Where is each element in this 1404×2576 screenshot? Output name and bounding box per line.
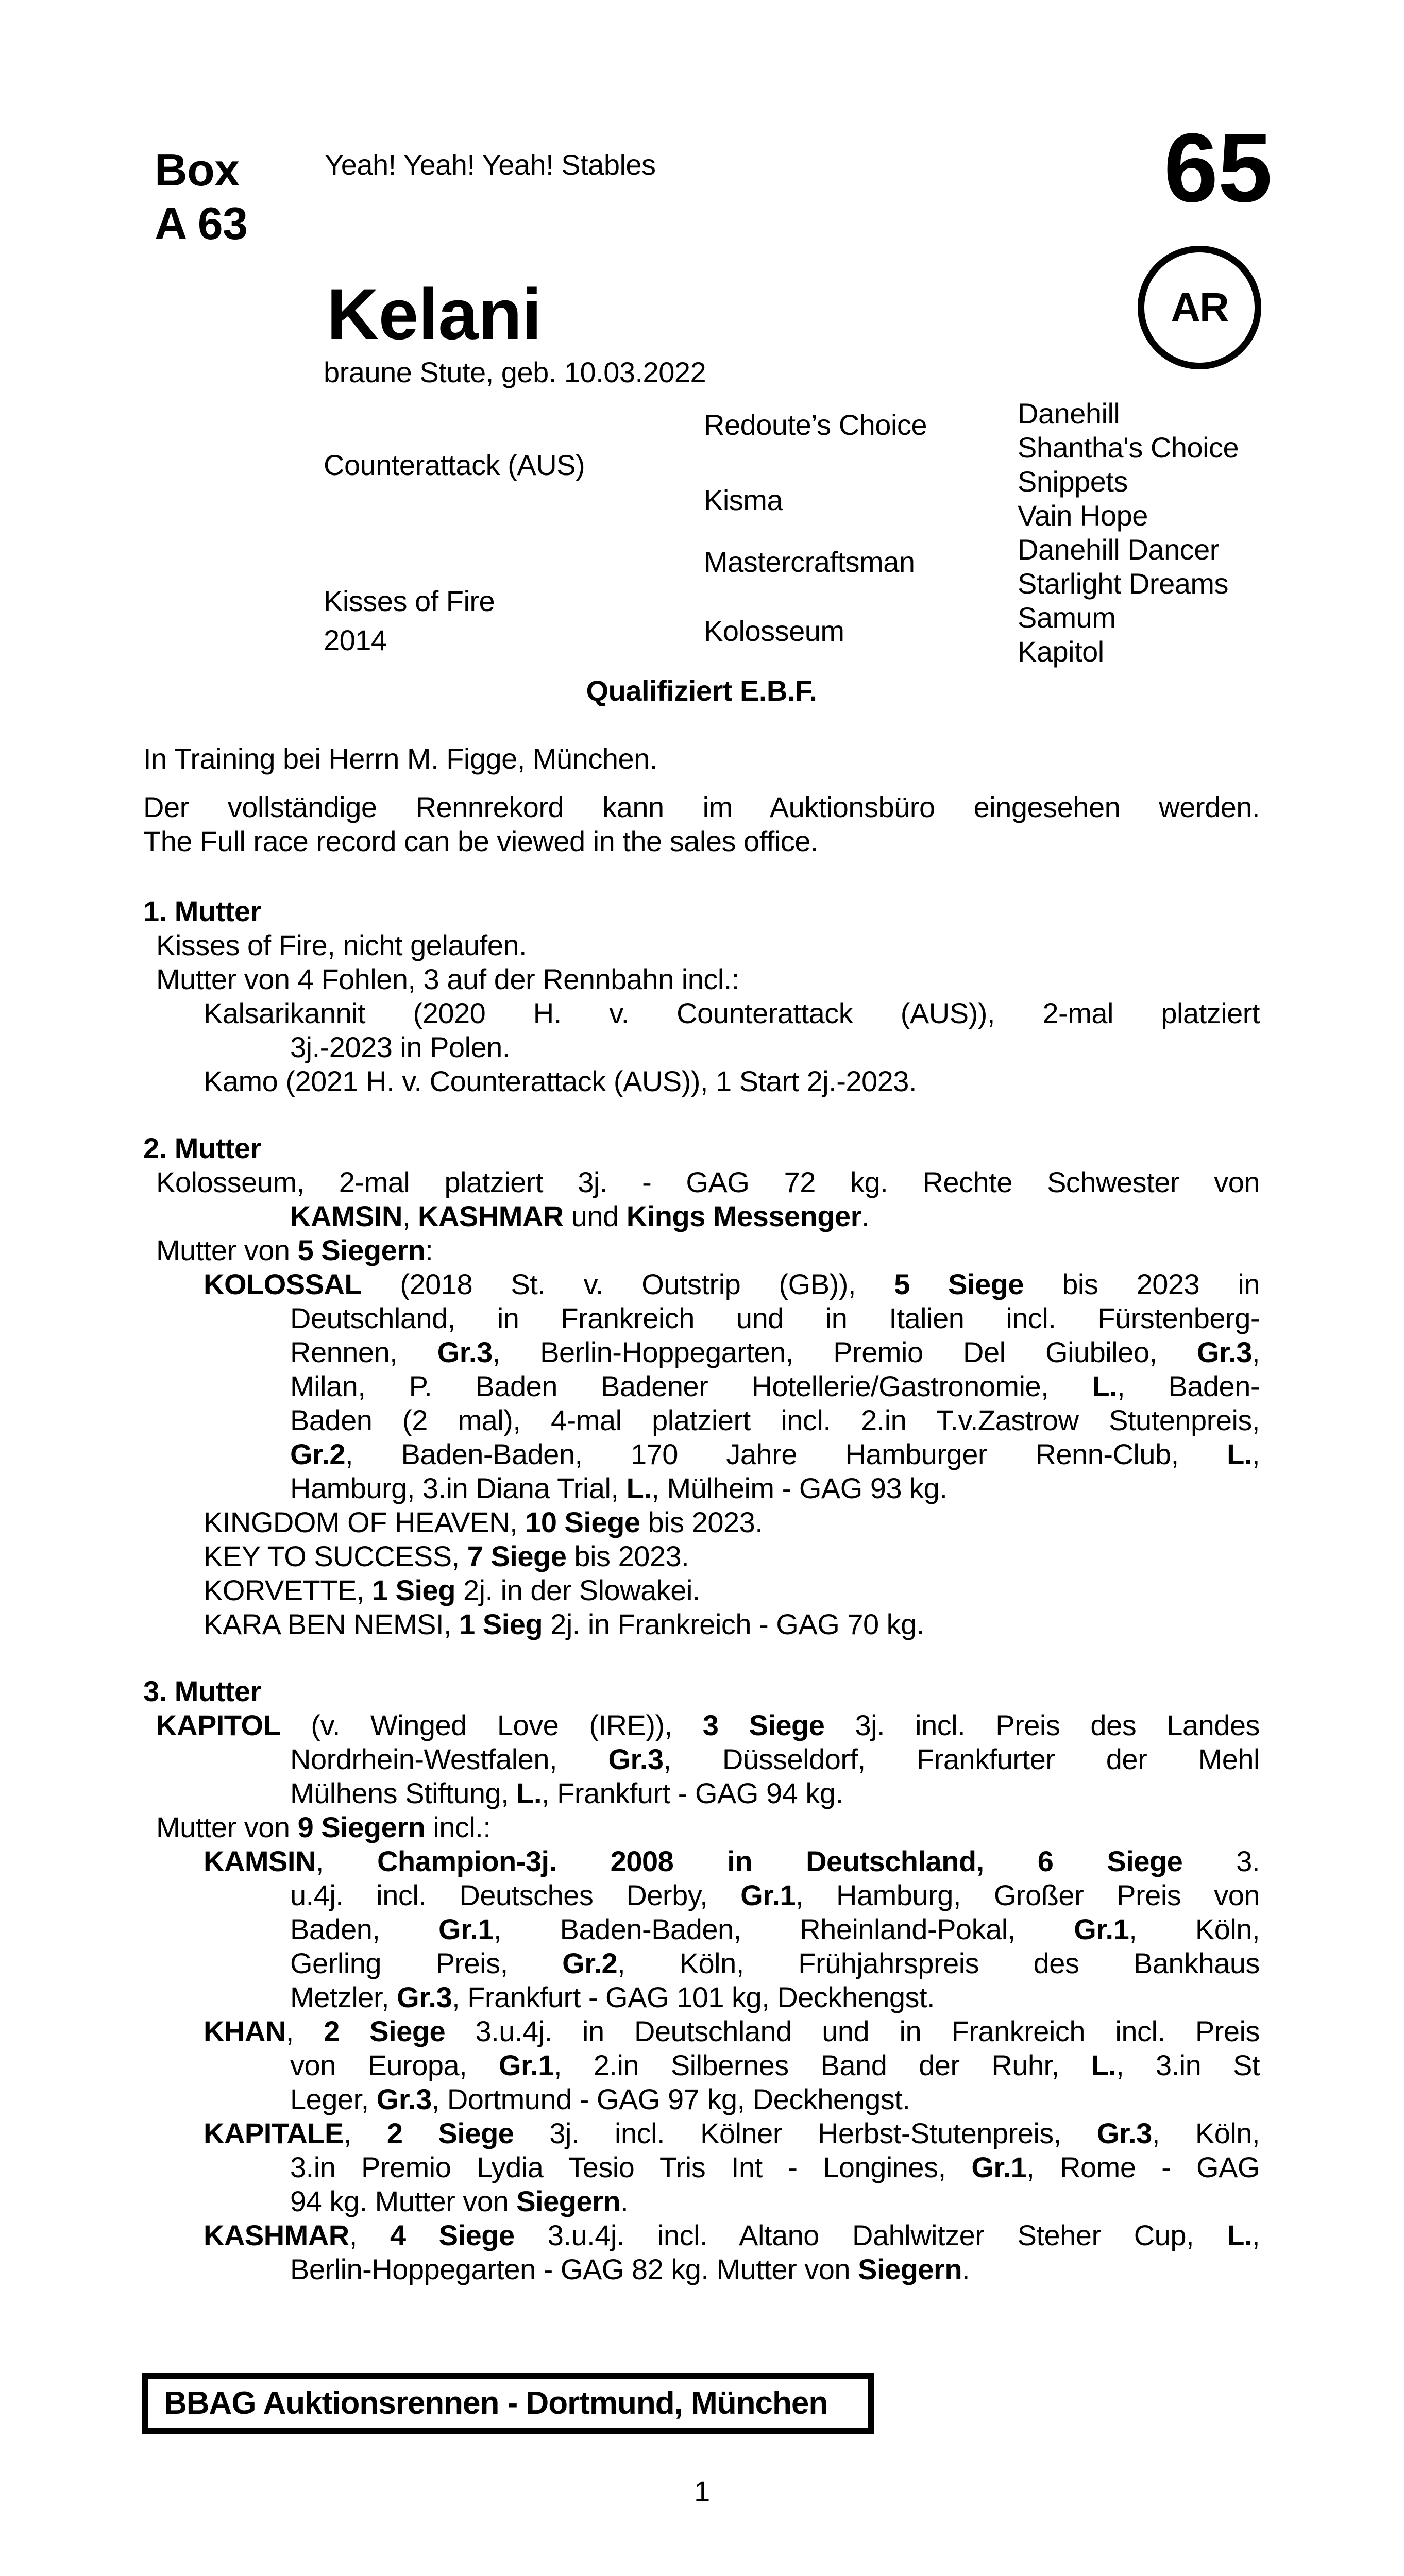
gen3-ancestor: Starlight Dreams (1018, 567, 1229, 600)
text: KARA BEN NEMSI, (204, 1608, 460, 1640)
training-note: In Training bei Herrn M. Figge, München. (143, 742, 657, 775)
text-line (143, 928, 1260, 962)
text-line (143, 1810, 1260, 1844)
text: , (315, 1845, 377, 1877)
text: , Köln, (1152, 2117, 1260, 2149)
text: 3j. incl. Preis des Landes (824, 1709, 1260, 1741)
brand-circle (1138, 246, 1261, 369)
bold-text: KAPITALE (204, 2117, 344, 2149)
bold-text: Gr.1 (1074, 1913, 1129, 1945)
text: bis 2023. (640, 1506, 763, 1538)
text: , Düsseldorf, Frankfurter der Mehl (663, 1743, 1260, 1775)
dam-sire-name: Mastercraftsman (704, 546, 915, 578)
text: , Frankfurt - GAG 94 kg. (542, 1777, 843, 1809)
bold-text: L. (626, 1472, 652, 1504)
text-line (143, 2184, 1260, 2218)
text-line (143, 2218, 1260, 2252)
text-line (143, 1607, 1260, 1641)
text-line (143, 1844, 1260, 1878)
bold-text: KOLOSSAL (204, 1268, 362, 1300)
text: , Frankfurt - GAG 101 kg, Deckhengst. (452, 1981, 935, 2013)
text-line (143, 1912, 1260, 1946)
text-line (143, 1980, 1260, 2014)
text: , Baden-Baden, Rheinland-Pokal, (494, 1913, 1074, 1945)
text-line (143, 1403, 1260, 1437)
box-label: Box (155, 144, 240, 195)
bold-text: L. (1092, 1370, 1118, 1402)
qualification-note: Qualifiziert E.B.F. (586, 674, 817, 707)
bold-text: 2 Siege (324, 2015, 446, 2047)
text-line (143, 2048, 1260, 2082)
section-heading-2nd-dam: 2. Mutter (143, 1132, 261, 1164)
text: , (1251, 2219, 1260, 2251)
bold-text: Kings Messenger (626, 1200, 861, 1232)
text-line (143, 1064, 1260, 1098)
text-line (143, 1030, 1260, 1064)
text: 3.u.4j. in Deutschland und in Frankreich incl. Preis (445, 2015, 1260, 2047)
brand-mark: AR (1171, 284, 1228, 330)
bold-text: Gr.3 (1096, 2117, 1152, 2149)
consignor-name: Yeah! Yeah! Yeah! Stables (325, 148, 656, 181)
bold-text: 2 Siege (386, 2117, 514, 2149)
text: 94 kg. Mutter von (290, 2185, 517, 2217)
text: Kolosseum, 2-mal platziert 3j. - GAG 72 kg. Rechte Schwester von (156, 1166, 1260, 1198)
bold-text: Champion-3j. 2008 in Deutschland, 6 Siege (377, 1845, 1183, 1877)
text: Leger, (290, 2083, 377, 2115)
page-number: 1 (694, 2475, 710, 2507)
text-line (143, 1301, 1260, 1335)
bold-text: 3 Siege (702, 1709, 825, 1741)
text-line (143, 996, 1260, 1030)
text: Baden (2 mal), 4-mal platziert incl. 2.in T.v.Zastrow Stutenpreis, (290, 1404, 1260, 1436)
bold-text: KASHMAR (204, 2219, 349, 2251)
text: Kisses of Fire, nicht gelaufen. (156, 929, 527, 961)
gen3-ancestor: Danehill Dancer (1018, 533, 1219, 566)
gen3-ancestor: Danehill (1018, 397, 1120, 430)
horse-description: braune Stute, geb. 10.03.2022 (324, 356, 706, 388)
text: Mutter von (156, 1811, 298, 1843)
text: KEY TO SUCCESS, (204, 1540, 467, 1572)
sire-sire-name: Redoute’s Choice (704, 409, 927, 441)
gen3-ancestor: Vain Hope (1018, 499, 1148, 532)
text: . (962, 2253, 970, 2285)
text: . (861, 1200, 870, 1232)
gen3-ancestor: Snippets (1018, 465, 1128, 498)
text-line (143, 1471, 1260, 1505)
bold-text: Gr.1 (971, 2151, 1027, 2183)
gen3-ancestor: Kapitol (1018, 635, 1104, 668)
text: , (285, 2015, 324, 2047)
text: , Hamburg, Großer Preis von (796, 1879, 1260, 1911)
bold-text: 9 Siegern (297, 1811, 426, 1843)
race-record-note-en: The Full race record can be viewed in the sales office. (143, 825, 818, 857)
text-line (143, 1742, 1260, 1776)
dam-dam-name: Kolosseum (704, 615, 844, 647)
bold-text: KHAN (204, 2015, 286, 2047)
text: 3. (1182, 1845, 1260, 1877)
bold-text: 7 Siege (467, 1540, 567, 1572)
text: (2018 St. v. Outstrip (GB)), (362, 1268, 894, 1300)
race-record-note-de: Der vollständige Rennrekord kann im Auktionsbüro eingesehen werden. (143, 791, 1260, 823)
bold-text: L. (516, 1777, 542, 1809)
text: 3j.-2023 in Polen. (290, 1031, 510, 1063)
text: 3.in Premio Lydia Tesio Tris Int - Longines, (290, 2151, 972, 2183)
bold-text: L. (1227, 2219, 1252, 2251)
bold-text: L. (1227, 1438, 1252, 1470)
text-line (143, 1539, 1260, 1573)
bold-text: KASHMAR (418, 1200, 564, 1232)
text-line (143, 1708, 1260, 1742)
text: Gerling Preis, (290, 1947, 563, 1979)
text: Berlin-Hoppegarten - GAG 82 kg. Mutter von (290, 2253, 858, 2285)
text: , Berlin-Hoppegarten, Premio Del Giubileo, (492, 1336, 1197, 1368)
bold-text: 1 Sieg (371, 1574, 455, 1606)
text-line (143, 1437, 1260, 1471)
text: Nordrhein-Westfalen, (290, 1743, 608, 1775)
dam-name: Kisses of Fire (324, 585, 495, 617)
text: , Dortmund - GAG 97 kg, Deckhengst. (431, 2083, 910, 2115)
text: , Mülheim - GAG 93 kg. (651, 1472, 948, 1504)
text-line (143, 1369, 1260, 1403)
text-line (143, 1946, 1260, 1980)
text: Baden, (290, 1913, 439, 1945)
text: , Baden- (1117, 1370, 1260, 1402)
text: Rennen, (290, 1336, 437, 1368)
bold-text: 4 Siege (390, 2219, 515, 2251)
text: , (349, 2219, 390, 2251)
text: , 2.in Silbernes Band der Ruhr, (553, 2049, 1091, 2081)
horse-name: Kelani (327, 274, 542, 354)
bold-text: Gr.1 (740, 1879, 796, 1911)
text: Mutter von 4 Fohlen, 3 auf der Rennbahn incl.: (156, 963, 739, 995)
text: KINGDOM OF HEAVEN, (204, 1506, 526, 1538)
text-line (143, 1165, 1260, 1199)
bold-text: Siegern (516, 2185, 621, 2217)
text: Kamo (2021 H. v. Counterattack (AUS)), 1 Start 2j.-2023. (204, 1065, 917, 1097)
bold-text: Gr.3 (437, 1336, 493, 1368)
auction-banner-label: BBAG Auktionsrennen - Dortmund, München (164, 2385, 828, 2421)
catalog-text (143, 742, 1260, 2434)
lot-number: 65 (1163, 113, 1272, 223)
text: Milan, P. Baden Badener Hotellerie/Gastronomie, (290, 1370, 1092, 1402)
text: , 3.in St (1116, 2049, 1260, 2081)
sire-dam-name: Kisma (704, 484, 783, 516)
bold-text: 5 Siegern (297, 1234, 426, 1266)
sire-name: Counterattack (AUS) (324, 449, 585, 481)
text: 3.u.4j. incl. Altano Dahlwitzer Steher Cup, (514, 2219, 1227, 2251)
text: Mülhens Stiftung, (290, 1777, 517, 1809)
text-line (143, 2116, 1260, 2150)
text-line (143, 1776, 1260, 1810)
bold-text: 10 Siege (525, 1506, 640, 1538)
bold-text: Siegern (858, 2253, 962, 2285)
text-line (143, 1233, 1260, 1267)
bold-text: Gr.2 (290, 1438, 345, 1470)
dam-birth-year: 2014 (324, 624, 387, 656)
text: Kalsarikannit (2020 H. v. Counterattack (AUS)), 2-mal platziert (204, 997, 1260, 1029)
text-line (143, 1199, 1260, 1233)
text: 2j. in Frankreich - GAG 70 kg. (543, 1608, 924, 1640)
text: incl.: (425, 1811, 491, 1843)
box-number: A 63 (155, 198, 248, 249)
text-line (143, 2014, 1260, 2048)
bold-text: Gr.3 (608, 1743, 664, 1775)
text-line (143, 1267, 1260, 1301)
gen3-ancestor: Shantha's Choice (1018, 431, 1239, 464)
text: , Baden-Baden, 170 Jahre Hamburger Renn-Club, (345, 1438, 1227, 1470)
text: , Köln, Frühjahrspreis des Bankhaus (617, 1947, 1260, 1979)
text: Deutschland, in Frankreich und in Italien incl. Fürstenberg- (290, 1302, 1260, 1334)
text: , (402, 1200, 418, 1232)
auction-banner (142, 2373, 874, 2434)
text: : (425, 1234, 433, 1266)
bold-text: Gr.3 (376, 2083, 432, 2115)
text: Hamburg, 3.in Diana Trial, (290, 1472, 627, 1504)
bold-text: KAMSIN (204, 1845, 316, 1877)
text: 3j. incl. Kölner Herbst-Stutenpreis, (514, 2117, 1097, 2149)
text: , (343, 2117, 387, 2149)
text: bis 2023. (566, 1540, 689, 1572)
text-line (143, 2150, 1260, 2184)
text: Mutter von (156, 1234, 298, 1266)
text: u.4j. incl. Deutsches Derby, (290, 1879, 741, 1911)
text-line (143, 962, 1260, 996)
bold-text: Gr.2 (562, 1947, 618, 1979)
bold-text: 1 Sieg (459, 1608, 543, 1640)
text: , (1251, 1438, 1260, 1470)
text-line (143, 2252, 1260, 2286)
text-line (143, 1878, 1260, 1912)
section-heading-3rd-dam: 3. Mutter (143, 1675, 261, 1707)
bold-text: 5 Siege (894, 1268, 1024, 1300)
text: , Rome - GAG (1026, 2151, 1260, 2183)
bold-text: KAMSIN (290, 1200, 402, 1232)
bold-text: Gr.3 (1196, 1336, 1252, 1368)
text: , Köln, (1129, 1913, 1260, 1945)
text: , (1251, 1336, 1260, 1368)
bold-text: Gr.1 (438, 1913, 494, 1945)
text: 2j. in der Slowakei. (455, 1574, 700, 1606)
gen3-ancestor: Samum (1018, 601, 1116, 634)
text-line (143, 1505, 1260, 1539)
text: Metzler, (290, 1981, 397, 2013)
third-generation-column (1018, 397, 1239, 669)
text: und (563, 1200, 627, 1232)
bold-text: Gr.1 (498, 2049, 554, 2081)
text: . (620, 2185, 629, 2217)
text: bis 2023 in (1024, 1268, 1260, 1300)
text-line (143, 1335, 1260, 1369)
text: von Europa, (290, 2049, 499, 2081)
text-line (143, 1573, 1260, 1607)
bold-text: Gr.3 (397, 1981, 452, 2013)
bold-text: L. (1091, 2049, 1117, 2081)
bold-text: KAPITOL (156, 1709, 281, 1741)
text: (v. Winged Love (IRE)), (280, 1709, 703, 1741)
section-heading-1st-dam: 1. Mutter (143, 895, 261, 927)
text: KORVETTE, (204, 1574, 372, 1606)
text-line (143, 2082, 1260, 2116)
